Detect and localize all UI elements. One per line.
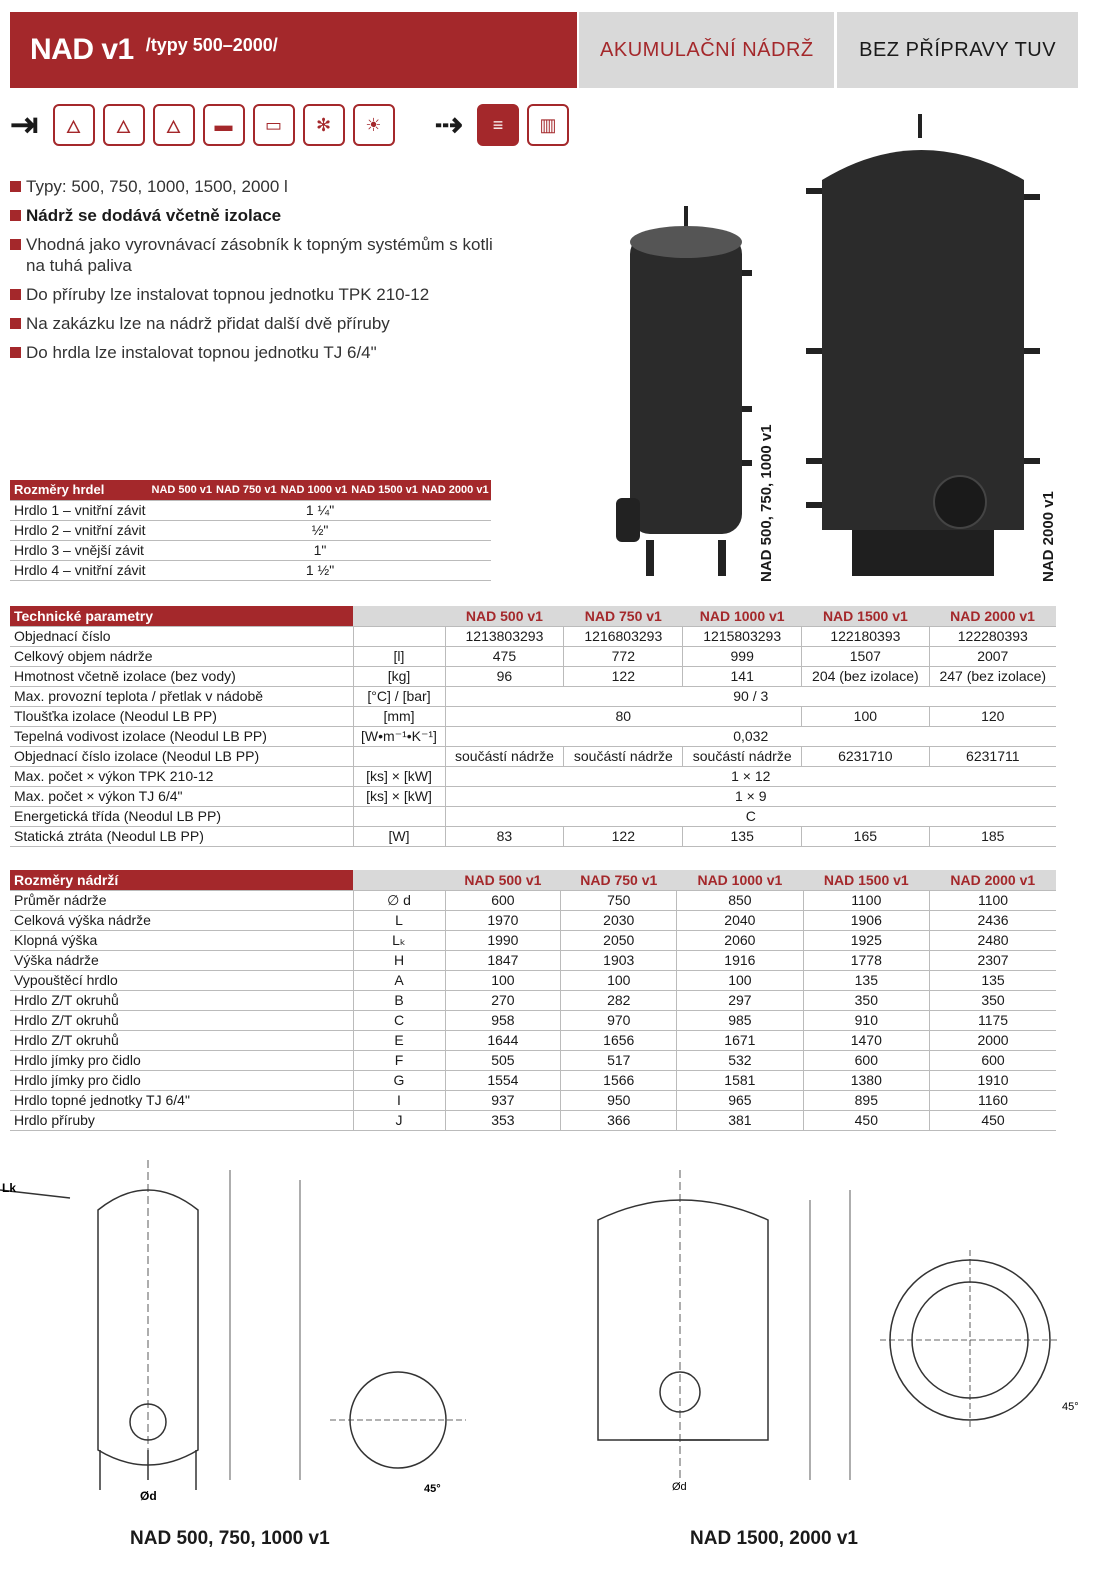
table-row xyxy=(10,1090,1056,1110)
unit-cell: Lₖ xyxy=(353,930,445,950)
row-label: Průměr nádrže xyxy=(10,890,353,910)
tank-dimensions-table xyxy=(10,870,1056,1131)
table-row xyxy=(10,786,1056,806)
tank-outline xyxy=(98,1190,198,1465)
unit-cell: B xyxy=(353,990,445,1010)
table-row xyxy=(10,500,491,520)
cell-value: 2480 xyxy=(930,930,1056,950)
cell-value: 1847 xyxy=(445,950,561,970)
cell-value: 1160 xyxy=(930,1090,1056,1110)
radiator-icon: ▥ xyxy=(527,104,569,146)
row-label: Hrdlo 2 – vnitřní závit xyxy=(10,520,150,540)
diameter-label: Ød xyxy=(672,1481,687,1493)
cell-value: 600 xyxy=(803,1050,929,1070)
unit-cell: I xyxy=(353,1090,445,1110)
fire-wood-icon: 🜂 xyxy=(53,104,95,146)
unit-cell: F xyxy=(353,1050,445,1070)
column-header: NAD 1000 v1 xyxy=(677,870,803,890)
cell-value: 1778 xyxy=(803,950,929,970)
table-row xyxy=(10,666,1056,686)
product-subtitle: /typy 500–2000/ xyxy=(145,34,278,55)
cell-value: 2307 xyxy=(930,950,1056,970)
small-tank-image xyxy=(616,206,752,576)
cell-value: 381 xyxy=(677,1110,803,1130)
cell-value: 135 xyxy=(683,826,802,846)
insulation-icon: ≡ xyxy=(477,104,519,146)
row-label: Celkový objem nádrže xyxy=(10,646,353,666)
cell-value: 141 xyxy=(683,666,802,686)
row-label: Tepelná vodivost izolace (Neodul LB PP) xyxy=(10,726,353,746)
table-row xyxy=(10,746,1056,766)
unit-cell: [W] xyxy=(353,826,445,846)
cell-value: 1216803293 xyxy=(564,626,683,646)
table-header xyxy=(10,870,1056,890)
drawing-caption-right: NAD 1500, 2000 v1 xyxy=(690,1528,858,1549)
cell-value: 772 xyxy=(564,646,683,666)
cell-value: 1554 xyxy=(445,1070,561,1090)
cell-value: 1100 xyxy=(930,890,1056,910)
cell-value: 135 xyxy=(930,970,1056,990)
table-title: Rozměry hrdel xyxy=(10,480,150,500)
cell-value: 999 xyxy=(683,646,802,666)
cell-value: 532 xyxy=(677,1050,803,1070)
cell-value: 750 xyxy=(561,890,677,910)
table-row xyxy=(10,1010,1056,1030)
cell-value: 517 xyxy=(561,1050,677,1070)
unit-cell: [ks] × [kW] xyxy=(353,786,445,806)
unit-cell: L xyxy=(353,910,445,930)
table-header xyxy=(10,480,491,500)
table-row xyxy=(10,1030,1056,1050)
unit-cell: H xyxy=(353,950,445,970)
cell-value: 985 xyxy=(677,1010,803,1030)
unit-cell: C xyxy=(353,1010,445,1030)
table-row xyxy=(10,1070,1056,1090)
drawing-small-tanks xyxy=(0,1150,500,1520)
row-label: Hrdlo topné jednotky TJ 6/4" xyxy=(10,1090,353,1110)
cell-value: 895 xyxy=(803,1090,929,1110)
cell-value: 366 xyxy=(561,1110,677,1130)
column-header: NAD 1000 v1 xyxy=(279,480,350,500)
cell-value: 1213803293 xyxy=(445,626,564,646)
cell-value: 1507 xyxy=(802,646,929,666)
variant-label: BEZ PŘÍPRAVY TUV xyxy=(837,12,1078,88)
table-header xyxy=(10,606,1056,626)
cell-value: 297 xyxy=(677,990,803,1010)
column-header: NAD 2000 v1 xyxy=(420,480,491,500)
cell-value: 1925 xyxy=(803,930,929,950)
fire-gas-icon: 🜂 xyxy=(103,104,145,146)
cell-value: 90 / 3 xyxy=(445,686,1056,706)
cell-value: 1215803293 xyxy=(683,626,802,646)
table-row xyxy=(10,950,1056,970)
cell-value: 1916 xyxy=(677,950,803,970)
cell-value: 1100 xyxy=(803,890,929,910)
cell-value: 1906 xyxy=(803,910,929,930)
cell-value: 120 xyxy=(929,706,1056,726)
fire-pellet-icon: 🜂 xyxy=(153,104,195,146)
tank-illustration xyxy=(600,100,1070,580)
unit-cell: [°C] / [bar] xyxy=(353,686,445,706)
row-label: Výška nádrže xyxy=(10,950,353,970)
title-block xyxy=(10,12,577,88)
cell-value: 937 xyxy=(445,1090,561,1110)
row-label: Hrdlo Z/T okruhů xyxy=(10,990,353,1010)
heating-element-icon: ▭ xyxy=(253,104,295,146)
drawing-caption-left: NAD 500, 750, 1000 v1 xyxy=(130,1528,330,1549)
row-label: Hrdlo Z/T okruhů xyxy=(10,1010,353,1030)
product-images xyxy=(600,100,1070,580)
cell-value: 600 xyxy=(930,1050,1056,1070)
unit-cell xyxy=(353,806,445,826)
cell-value: 6231710 xyxy=(802,746,929,766)
cell-value: 1581 xyxy=(677,1070,803,1090)
table-row xyxy=(10,626,1056,646)
column-header: NAD 500 v1 xyxy=(445,606,564,626)
table-row xyxy=(10,686,1056,706)
input-arrow-icon: ⇥ xyxy=(10,106,39,144)
cell-value: 1910 xyxy=(930,1070,1056,1090)
table-title: Rozměry nádrží xyxy=(10,870,353,890)
row-label: Hrdlo 3 – vnější závit xyxy=(10,540,150,560)
list-item: Do příruby lze instalovat topnou jednotku TPK 210-12 xyxy=(10,284,510,305)
cell-value: 1656 xyxy=(561,1030,677,1050)
cell-value: 1970 xyxy=(445,910,561,930)
cell-value: 122280393 xyxy=(929,626,1056,646)
unit-cell xyxy=(353,626,445,646)
unit-cell xyxy=(353,746,445,766)
table-row xyxy=(10,1050,1056,1070)
table-row xyxy=(10,910,1056,930)
cell-value: C xyxy=(445,806,1056,826)
cell-value: 1175 xyxy=(930,1010,1056,1030)
table-row xyxy=(10,1110,1056,1130)
angle-label: 45° xyxy=(1062,1401,1079,1413)
list-item: Vhodná jako vyrovnávací zásobník k topným systémům s kotli na tuhá paliva xyxy=(10,234,510,276)
unit-cell: [W•m⁻¹•K⁻¹] xyxy=(353,726,445,746)
row-label: Hrdlo 4 – vnitřní závit xyxy=(10,560,150,580)
heat-pump-icon: ✻ xyxy=(303,104,345,146)
lk-label: Lk xyxy=(2,1181,17,1195)
column-header xyxy=(353,606,445,626)
row-label: Celková výška nádrže xyxy=(10,910,353,930)
cell-value: 970 xyxy=(561,1010,677,1030)
table-row xyxy=(10,990,1056,1010)
cell-value: 1 ½" xyxy=(150,560,491,580)
table-title: Technické parametry xyxy=(10,606,353,626)
table-row xyxy=(10,766,1056,786)
cell-value: 450 xyxy=(930,1110,1056,1130)
table-row xyxy=(10,970,1056,990)
list-item: Do hrdla lze instalovat topnou jednotku TJ 6/4" xyxy=(10,342,510,363)
unit-cell: [ks] × [kW] xyxy=(353,766,445,786)
product-title: NAD v1 xyxy=(30,33,134,66)
cell-value: 83 xyxy=(445,826,564,846)
table-row xyxy=(10,726,1056,746)
cell-value: 1903 xyxy=(561,950,677,970)
large-tank-label: NAD 2000 v1 xyxy=(1040,491,1057,582)
cell-value: 165 xyxy=(802,826,929,846)
cell-value: 96 xyxy=(445,666,564,686)
cell-value: 353 xyxy=(445,1110,561,1130)
cell-value: 1470 xyxy=(803,1030,929,1050)
feature-list xyxy=(10,176,510,371)
cell-value: 1380 xyxy=(803,1070,929,1090)
cell-value: 958 xyxy=(445,1010,561,1030)
table-row xyxy=(10,540,491,560)
category-label: AKUMULAČNÍ NÁDRŽ xyxy=(579,12,834,88)
cell-value: 600 xyxy=(445,890,561,910)
table-row xyxy=(10,806,1056,826)
cell-value: 1 ¼" xyxy=(150,500,491,520)
cell-value: ½" xyxy=(150,520,491,540)
cell-value: 1990 xyxy=(445,930,561,950)
list-item: Na zakázku lze na nádrž přidat další dvě příruby xyxy=(10,313,510,334)
cell-value: 475 xyxy=(445,646,564,666)
cell-value: 185 xyxy=(929,826,1056,846)
column-header: NAD 2000 v1 xyxy=(930,870,1056,890)
column-header: NAD 500 v1 xyxy=(445,870,561,890)
column-header: NAD 750 v1 xyxy=(564,606,683,626)
cell-value: 910 xyxy=(803,1010,929,1030)
cell-value: 80 xyxy=(445,706,802,726)
column-header: NAD 500 v1 xyxy=(150,480,215,500)
column-header: NAD 1000 v1 xyxy=(683,606,802,626)
unit-cell: A xyxy=(353,970,445,990)
cell-value: 100 xyxy=(445,970,561,990)
cell-value: 122 xyxy=(564,826,683,846)
row-label: Max. počet × výkon TPK 210-12 xyxy=(10,766,353,786)
cell-value: 122 xyxy=(564,666,683,686)
cell-value: 100 xyxy=(677,970,803,990)
row-label: Hrdlo příruby xyxy=(10,1110,353,1130)
cell-value: 135 xyxy=(803,970,929,990)
row-label: Hrdlo Z/T okruhů xyxy=(10,1030,353,1050)
flange-circle xyxy=(130,1404,166,1440)
list-item: Nádrž se dodává včetně izolace xyxy=(10,205,510,226)
cell-value: 850 xyxy=(677,890,803,910)
cell-value: 2060 xyxy=(677,930,803,950)
row-label: Hmotnost včetně izolace (bez vody) xyxy=(10,666,353,686)
unit-cell: [mm] xyxy=(353,706,445,726)
angle-label: 45° xyxy=(424,1483,441,1495)
row-label: Max. provozní teplota / přetlak v nádobě xyxy=(10,686,353,706)
unit-cell: G xyxy=(353,1070,445,1090)
cell-value: 350 xyxy=(930,990,1056,1010)
heating-rod-icon: ▬ xyxy=(203,104,245,146)
column-header: NAD 1500 v1 xyxy=(803,870,929,890)
cell-value: 247 (bez izolace) xyxy=(929,666,1056,686)
cell-value: 2000 xyxy=(930,1030,1056,1050)
column-header: NAD 1500 v1 xyxy=(802,606,929,626)
cell-value: 965 xyxy=(677,1090,803,1110)
unit-cell: ∅ d xyxy=(353,890,445,910)
cell-value: 6231711 xyxy=(929,746,1056,766)
cell-value: 270 xyxy=(445,990,561,1010)
cell-value: 450 xyxy=(803,1110,929,1130)
table-row xyxy=(10,706,1056,726)
column-header: NAD 1500 v1 xyxy=(349,480,420,500)
cell-value: 350 xyxy=(803,990,929,1010)
cell-value: 950 xyxy=(561,1090,677,1110)
small-tank-label: NAD 500, 750, 1000 v1 xyxy=(758,424,775,582)
unit-cell: [kg] xyxy=(353,666,445,686)
table-row xyxy=(10,826,1056,846)
solar-pv-icon: ☀ xyxy=(353,104,395,146)
feature-icons xyxy=(10,104,577,146)
cell-value: 122180393 xyxy=(802,626,929,646)
table-row xyxy=(10,520,491,540)
diameter-label: Ød xyxy=(140,1489,157,1503)
row-label: Objednací číslo xyxy=(10,626,353,646)
row-label: Klopná výška xyxy=(10,930,353,950)
cell-value: 2436 xyxy=(930,910,1056,930)
column-header: NAD 750 v1 xyxy=(561,870,677,890)
cell-value: součástí nádrže xyxy=(683,746,802,766)
row-label: Hrdlo jímky pro čidlo xyxy=(10,1050,353,1070)
row-label: Energetická třída (Neodul LB PP) xyxy=(10,806,353,826)
row-label: Hrdlo jímky pro čidlo xyxy=(10,1070,353,1090)
row-label: Max. počet × výkon TJ 6/4" xyxy=(10,786,353,806)
cell-value: 505 xyxy=(445,1050,561,1070)
output-arrow-icon: ⇢ xyxy=(434,106,463,144)
column-header xyxy=(353,870,445,890)
list-item: Typy: 500, 750, 1000, 1500, 2000 l xyxy=(10,176,510,197)
cell-value: 2050 xyxy=(561,930,677,950)
unit-cell: J xyxy=(353,1110,445,1130)
tank-outline xyxy=(598,1200,768,1440)
cell-value: 2007 xyxy=(929,646,1056,666)
cell-value: součástí nádrže xyxy=(445,746,564,766)
row-label: Statická ztráta (Neodul LB PP) xyxy=(10,826,353,846)
header-banner xyxy=(10,12,1078,88)
cell-value: 1566 xyxy=(561,1070,677,1090)
cell-value: 204 (bez izolace) xyxy=(802,666,929,686)
table-row xyxy=(10,890,1056,910)
cell-value: součástí nádrže xyxy=(564,746,683,766)
column-header: NAD 2000 v1 xyxy=(929,606,1056,626)
cell-value: 100 xyxy=(802,706,929,726)
cell-value: 1 × 9 xyxy=(445,786,1056,806)
column-header: NAD 750 v1 xyxy=(214,480,279,500)
cell-value: 1 × 12 xyxy=(445,766,1056,786)
drawing-large-tanks xyxy=(490,1150,1110,1520)
cell-value: 282 xyxy=(561,990,677,1010)
technical-parameters-table xyxy=(10,606,1056,847)
cell-value: 1" xyxy=(150,540,491,560)
connection-dimensions-table xyxy=(10,480,491,581)
row-label: Tloušťka izolace (Neodul LB PP) xyxy=(10,706,353,726)
cell-value: 2030 xyxy=(561,910,677,930)
table-row xyxy=(10,646,1056,666)
cell-value: 2040 xyxy=(677,910,803,930)
cell-value: 1644 xyxy=(445,1030,561,1050)
row-label: Vypouštěcí hrdlo xyxy=(10,970,353,990)
cell-value: 0,032 xyxy=(445,726,1056,746)
table-row xyxy=(10,560,491,580)
table-row xyxy=(10,930,1056,950)
cell-value: 100 xyxy=(561,970,677,990)
cell-value: 1671 xyxy=(677,1030,803,1050)
dims-body xyxy=(10,890,1056,1130)
unit-cell: [l] xyxy=(353,646,445,666)
large-tank-image xyxy=(806,114,1040,576)
row-label: Objednací číslo izolace (Neodul LB PP) xyxy=(10,746,353,766)
row-label: Hrdlo 1 – vnitřní závit xyxy=(10,500,150,520)
unit-cell: E xyxy=(353,1030,445,1050)
